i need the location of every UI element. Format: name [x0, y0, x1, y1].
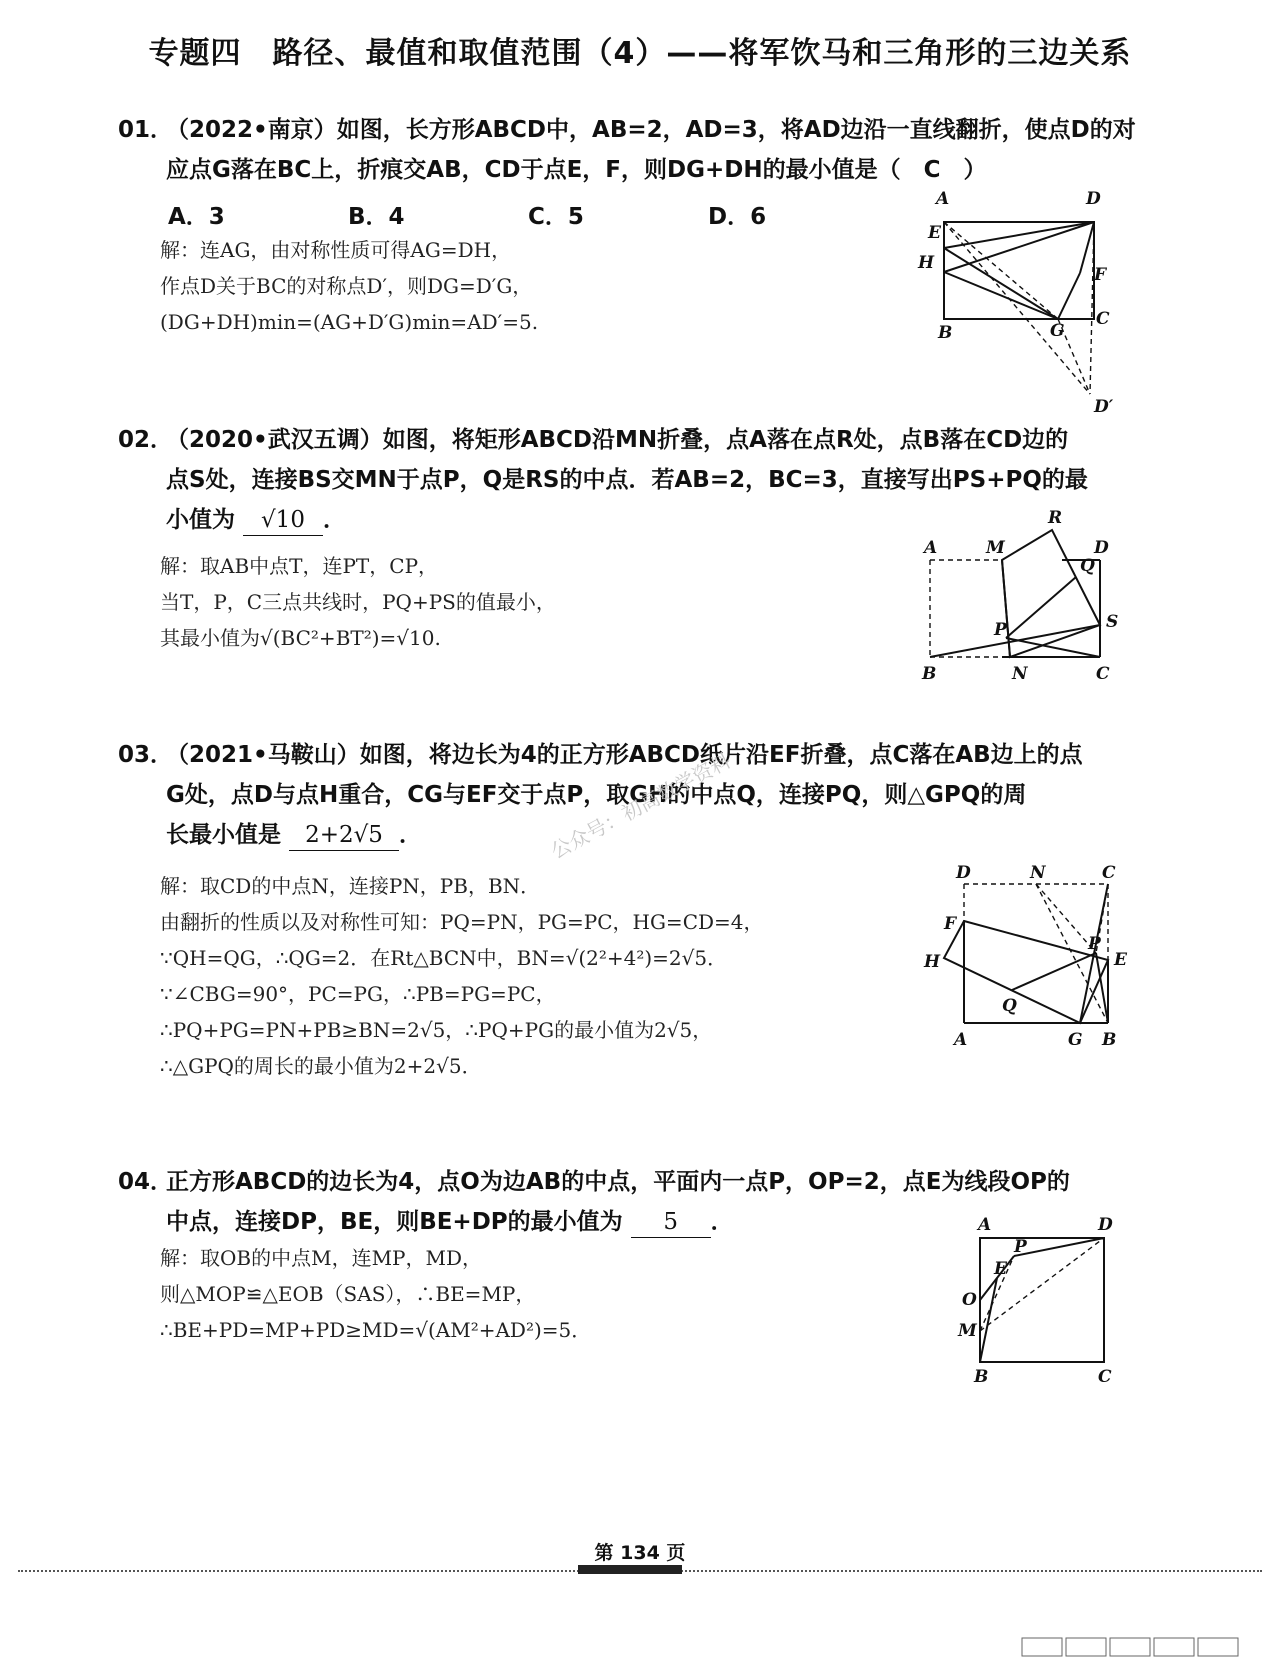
question-text: 正方形ABCD的边长为4，点O为边AB的中点，平面内一点P，OP=2，点E为线段OP的 [166, 1169, 1070, 1195]
solution-line: (DG+DH)min=(AG+D′G)min=AD′=5. [160, 310, 539, 334]
question-3: 03．（2021•马鞍山）如图，将边长为4的正方形ABCD纸片沿EF折叠，点C落在AB边上的点 G处，点D与点H重合，CG与EF交于点P，取GH的中点Q，连接PQ，则△GPQ的周 长最小值是 2+2√5 ． [118, 735, 1168, 855]
vertex-label: A [936, 189, 950, 209]
question-2: 02．（2020•武汉五调）如图，将矩形ABCD沿MN折叠，点A落在点R处，点B落在CD边的 点S处，连接BS交MN于点P，Q是RS的中点．若AB=2，BC=3，直接写出PS+PQ的最 小值为 √10 ． [118, 420, 1168, 540]
vertex-label: N [1030, 863, 1046, 883]
vertex-label: B [922, 664, 937, 684]
solution-line: ∵QH=QG，∴QG=2．在Rt△BCN中，BN=√(2²+4²)=2√5． [160, 946, 728, 970]
vertex-label: A [954, 1030, 968, 1050]
vertex-label: B [938, 323, 953, 343]
solution-line: ∵∠CBG=90°，PC=PG，∴PB=PG=PC， [160, 982, 556, 1006]
vertex-label: D [1098, 1215, 1113, 1235]
watermark: 公众号：初高数学资料 [546, 748, 735, 864]
question-number: 03． [118, 742, 174, 768]
vertex-label: F [944, 914, 957, 934]
question-4: 04．正方形ABCD的边长为4，点O为边AB的中点，平面内一点P，OP=2，点E为线段OP的 中点，连接DP，BE，则BE+DP的最小值为 5 ． [118, 1162, 1168, 1242]
solution-line: 解：取OB的中点M，连MP，MD， [160, 1246, 483, 1270]
choice-a: A．3 [168, 204, 225, 230]
vertex-label: N [1012, 664, 1028, 684]
vertex-label: D [956, 863, 971, 883]
vertex-label: C [1096, 664, 1110, 684]
vertex-label: D [1094, 538, 1109, 558]
solution-line: 其最小值为√(BC²+BT²)=√10. [160, 626, 441, 650]
solution-line: 当T，P，C三点共线时，PQ+PS的值最小， [160, 590, 556, 614]
vertex-label: P [994, 620, 1007, 640]
solution-line: 则△MOP≌△EOB（SAS），∴BE=MP， [160, 1282, 536, 1306]
vertex-label: E [1114, 950, 1127, 970]
vertex-label: F [1094, 265, 1107, 285]
vertex-label: A [924, 538, 938, 558]
vertex-label: O [962, 1290, 977, 1310]
vertex-label: S [1106, 612, 1119, 632]
choice-d: D．6 [708, 204, 767, 230]
question-number: 04． [118, 1169, 174, 1195]
question-text: 中点，连接DP，BE，则BE+DP的最小值为 [166, 1209, 623, 1235]
vertex-label: C [1102, 863, 1116, 883]
question-1 [118, 110, 1168, 190]
vertex-label: H [924, 952, 941, 972]
vertex-label: B [974, 1367, 989, 1387]
solution-line: ∴PQ+PG=PN+PB≥BN=2√5，∴PQ+PG的最小值为2√5， [160, 1018, 713, 1042]
figure-2 [910, 505, 1130, 689]
solution-line: 由翻折的性质以及对称性可知：PQ=PN，PG=PC，HG=CD=4， [160, 910, 764, 934]
vertex-label: M [986, 538, 1005, 558]
solution-line: 解：取AB中点T，连PT，CP， [160, 554, 439, 578]
vertex-label: D [1086, 189, 1101, 209]
page-number: 第 134 页 [594, 1542, 686, 1564]
solution-line: 作点D关于BC的对称点D′，则DG=D′G， [160, 274, 533, 298]
solution-line: ∴△GPQ的周长的最小值为2+2√5． [160, 1054, 482, 1078]
page-title: 专题四 路径、最值和取值范围（4）——将军饮马和三角形的三边关系 [148, 36, 1132, 71]
figure-3 [920, 865, 1130, 1059]
question-number: 01． [118, 117, 174, 143]
vertex-label: Q [1080, 556, 1095, 576]
question-text: 点S处，连接BS交MN于点P，Q是RS的中点．若AB=2，BC=3，直接写出PS+PQ的最 [166, 467, 1088, 493]
vertex-label: G [1068, 1030, 1083, 1050]
vertex-label: E [994, 1259, 1007, 1279]
vertex-label: E [928, 223, 941, 243]
vertex-label: R [1048, 508, 1063, 528]
binding-marks [1020, 1634, 1250, 1664]
choice-b: B．4 [348, 204, 405, 230]
answer-blank: 5 [631, 1207, 711, 1238]
solution-line: 解：取CD的中点N，连接PN，PB，BN． [160, 874, 541, 898]
solution-line: 解：连AG，由对称性质可得AG=DH， [160, 238, 512, 262]
solution-1 [160, 232, 538, 340]
vertex-label: H [918, 253, 935, 273]
question-text: （2021•马鞍山）如图，将边长为4的正方形ABCD纸片沿EF折叠，点C落在AB边上的点 [166, 742, 1083, 768]
figure-4 [950, 1210, 1120, 1387]
vertex-label: D′ [1094, 397, 1114, 417]
vertex-label: Q [1002, 996, 1017, 1016]
solution-3 [160, 868, 764, 1084]
solution-line: ∴BE+PD=MP+PD≥MD=√(AM²+AD²)=5． [160, 1318, 592, 1342]
vertex-label: A [978, 1215, 992, 1235]
question-text: 长最小值是 [166, 822, 281, 848]
choices [168, 198, 888, 231]
answer-blank: √10 [243, 505, 323, 536]
answer-blank: 2+2√5 [289, 820, 399, 851]
question-text: 应点G落在BC上，折痕交AB，CD于点E，F，则DG+DH的最小值是（ C ） [166, 157, 987, 183]
vertex-label: M [958, 1321, 977, 1341]
vertex-label: P [1014, 1237, 1027, 1257]
vertex-label: G [1050, 321, 1065, 341]
question-text: （2022•南京）如图，长方形ABCD中，AB=2，AD=3，将AD边沿一直线翻折，使点D的对 [166, 117, 1136, 143]
question-number: 02． [118, 427, 174, 453]
vertex-label: C [1098, 1367, 1112, 1387]
choice-c: C．5 [528, 204, 584, 230]
solution-4 [160, 1240, 591, 1348]
solution-2 [160, 548, 556, 656]
question-text: 小值为 [166, 507, 235, 533]
vertex-label: C [1096, 309, 1110, 329]
vertex-label: B [1102, 1030, 1117, 1050]
footer-bar [578, 1565, 682, 1574]
vertex-label: P [1088, 934, 1101, 954]
figure-1 [900, 189, 1120, 422]
question-text: G处，点D与点H重合，CG与EF交于点P，取GH的中点Q，连接PQ，则△GPQ的周 [166, 782, 1027, 808]
question-text: （2020•武汉五调）如图，将矩形ABCD沿MN折叠，点A落在点R处，点B落在CD边的 [166, 427, 1069, 453]
